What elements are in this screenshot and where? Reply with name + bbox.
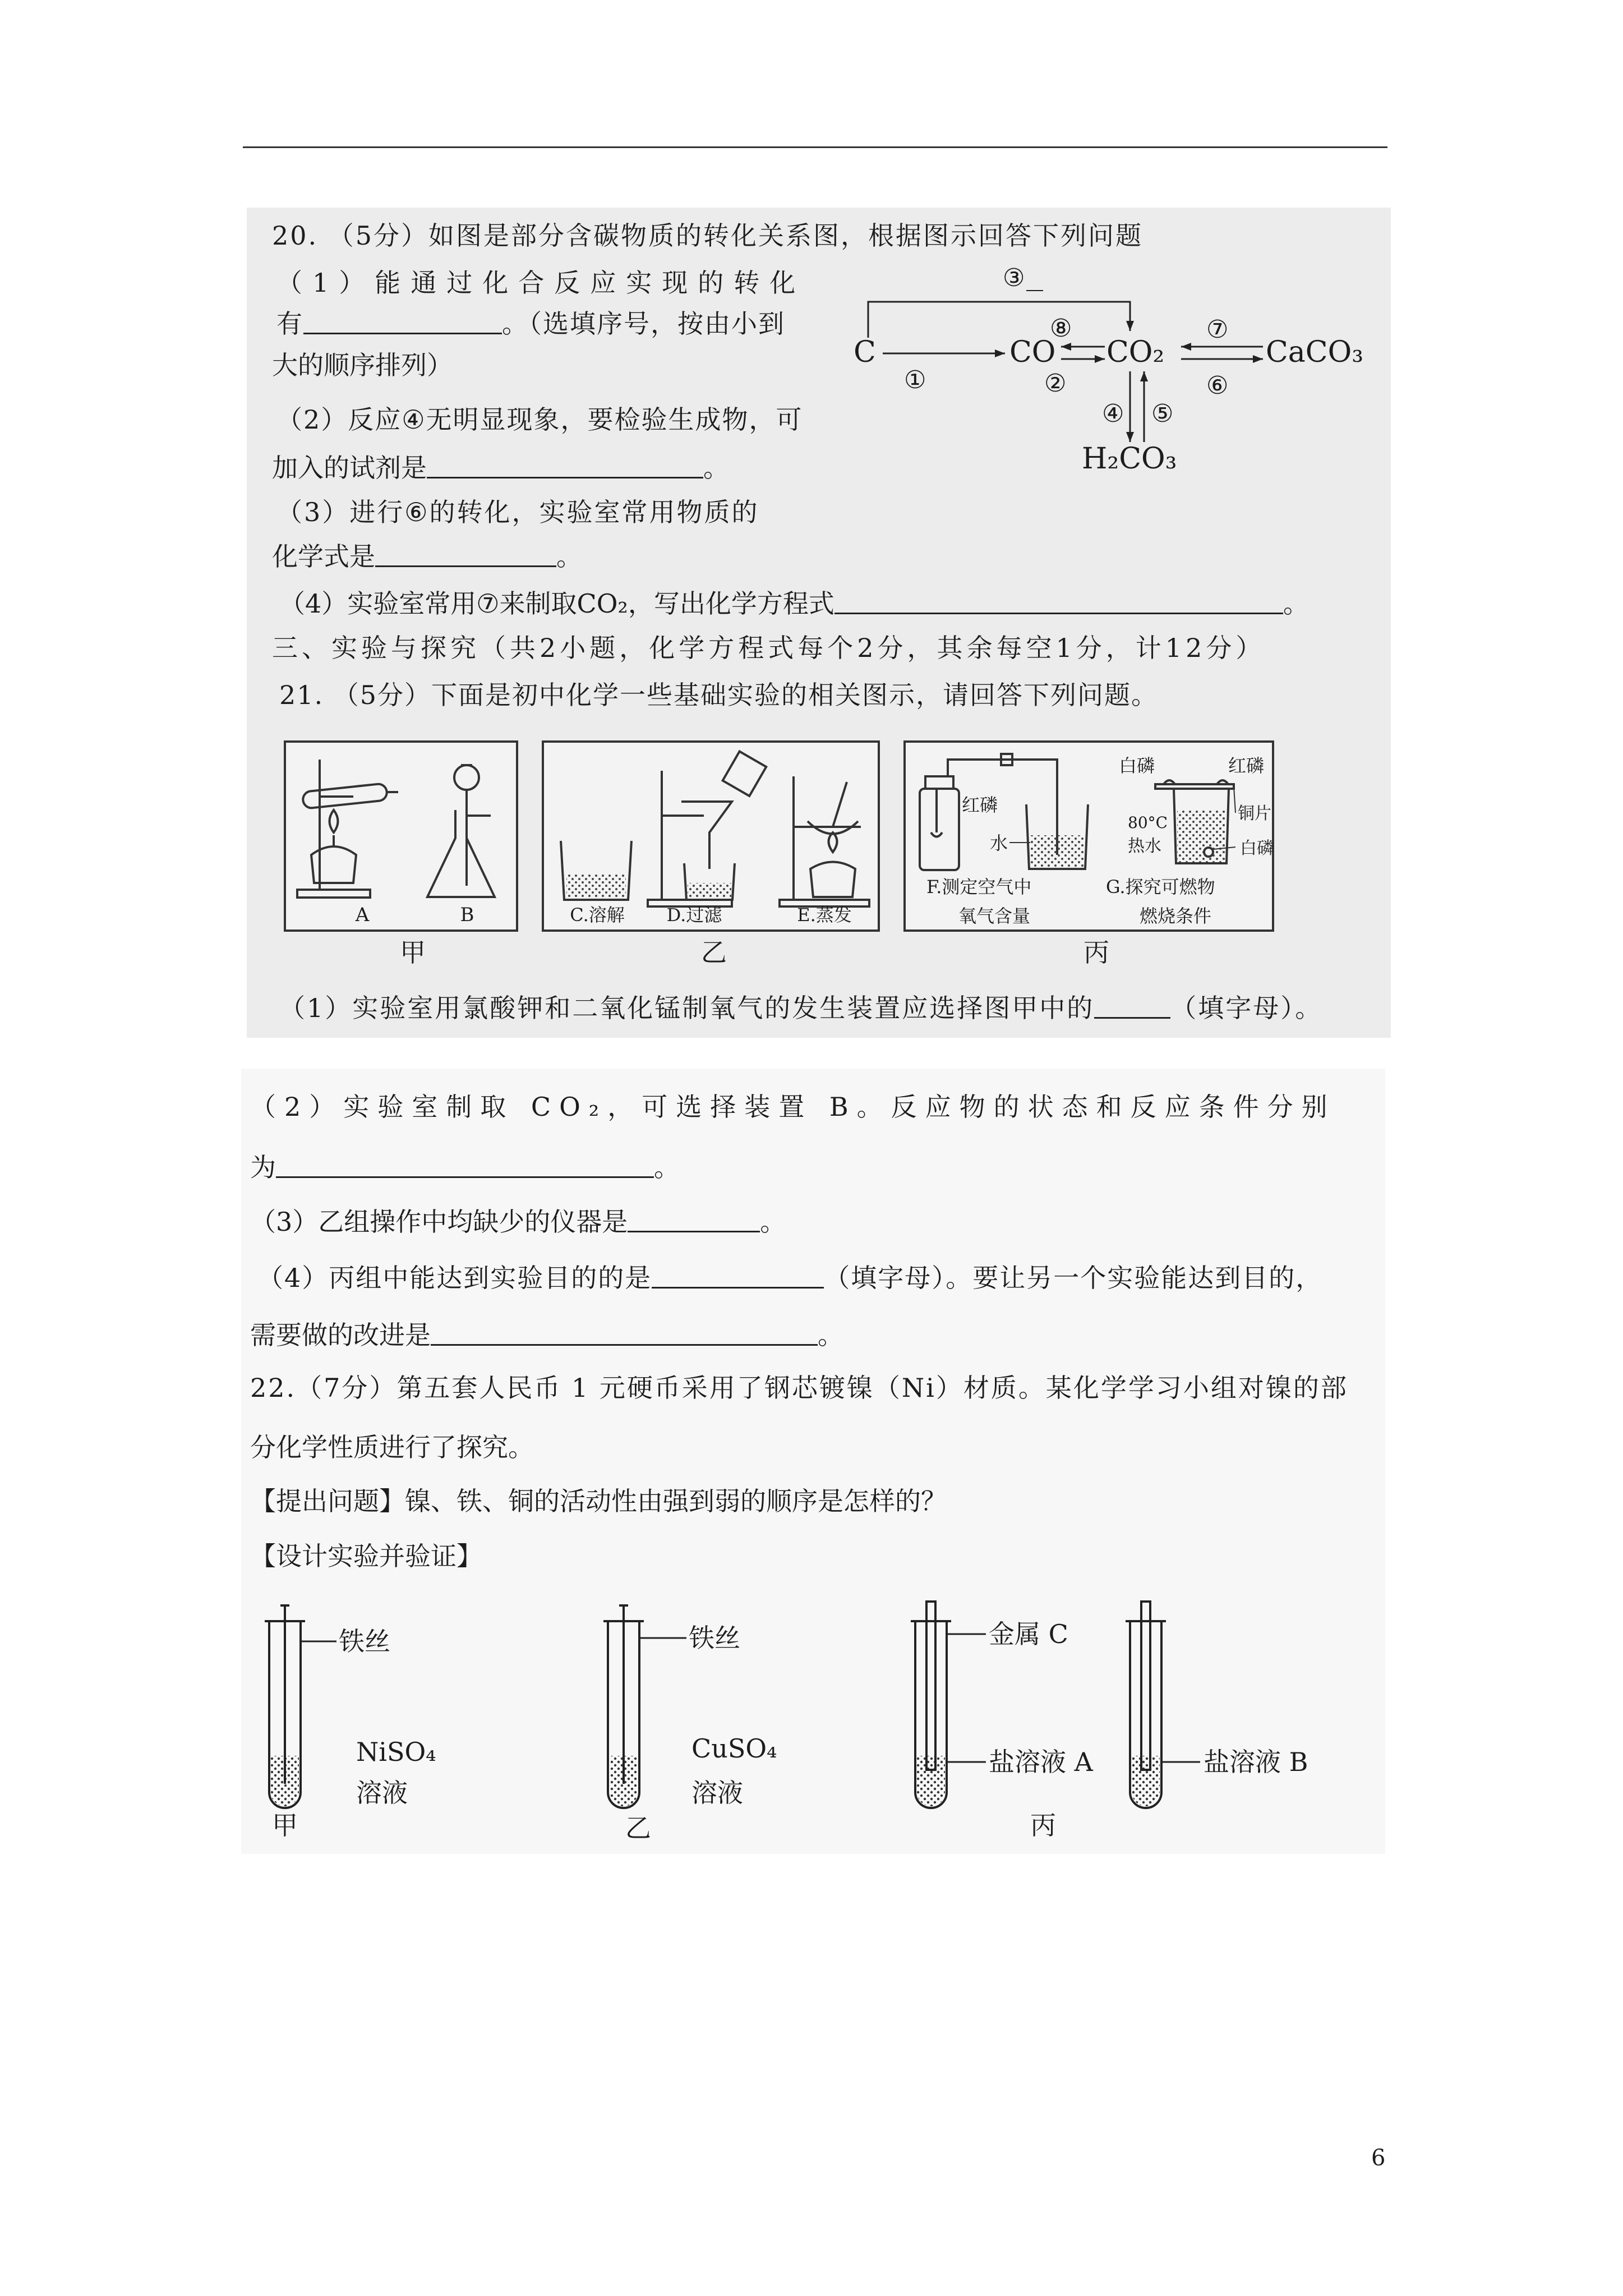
reaction-7-label: ⑦ [1206, 315, 1229, 344]
label-niso4: NiSO₄ [356, 1737, 436, 1767]
header-rule [243, 146, 1387, 148]
q20-part1-line1: （1）能通过化合反应实现的转化 [276, 268, 806, 298]
section-3-heading: 三、实验与探究（共2小题，化学方程式每个2分，其余每空1分，计12分） [272, 633, 1266, 663]
copper-sheet [1155, 784, 1234, 789]
q21-part2-line2 [250, 1152, 680, 1183]
label-tube-bing: 丙 [1030, 1810, 1056, 1841]
answer-blank [834, 588, 1283, 614]
q21-part4-line1 [257, 1262, 1322, 1294]
label-metal-c: 金属 C [989, 1619, 1068, 1649]
reaction-5-label: ⑤ [1151, 399, 1174, 428]
q22-line2: 分化学性质进行了探究。 [250, 1432, 534, 1462]
q22-line1: 22.（7分）第五套人民币 1 元硬币采用了钢芯镀镍（Ni）材质。某化学学习小组对镍的部 [250, 1373, 1348, 1403]
label-g-line2: 燃烧条件 [1140, 905, 1212, 927]
g-white-phosphorus-bottom-label: 白磷 [1240, 839, 1274, 858]
node-caco3: CaCO₃ [1266, 335, 1364, 369]
label-iron-wire-2: 铁丝 [689, 1623, 740, 1653]
q21-part3 [250, 1206, 786, 1237]
solution [566, 875, 626, 898]
q20-part3-line1: （3）进行⑥的转化，实验室常用物质的 [276, 497, 759, 527]
g-temp-label: 80°C [1128, 813, 1168, 832]
hot-water [1177, 810, 1225, 862]
q20-part4-pre: （4）实验室常用⑦来制取CO₂，写出化学方程式 [279, 588, 834, 619]
figure-group-jia [284, 740, 518, 932]
stopper [925, 776, 953, 789]
figure-group-bing [903, 740, 1274, 932]
q20-part1-pre: 有 [276, 309, 303, 339]
answer-blank [276, 1152, 654, 1178]
apparatus-b [427, 765, 495, 897]
q20-part4-post: 。 [1283, 588, 1309, 619]
pouring-beaker [723, 752, 767, 796]
q21-title: 21. （5分）下面是初中化学一些基础实验的相关图示，请回答下列问题。 [279, 680, 1159, 710]
answer-blank [628, 1206, 760, 1232]
q21-part1-post: （填字母）。 [1170, 993, 1323, 1023]
q22-design-heading: 【设计实验并验证】 [250, 1541, 482, 1571]
g-copper-label: 铜片 [1238, 804, 1271, 823]
node-co: CO [1009, 335, 1056, 369]
label-d: D.过滤 [666, 904, 722, 926]
f-red-phosphorus-label: 红磷 [962, 794, 998, 816]
test-tube-bing-2 [1126, 1602, 1200, 1808]
stand-base [297, 890, 370, 898]
salt-solution-a [917, 1756, 945, 1806]
q21-part2-pre: 为 [250, 1152, 276, 1182]
reaction-3-label: ③ [1003, 264, 1025, 292]
flame [330, 810, 338, 832]
answer-blank [375, 541, 556, 567]
carbon-conversion-diagram [841, 247, 1391, 482]
q21-part4-line2-pre: 需要做的改进是 [250, 1320, 431, 1350]
salt-solution-b [1132, 1756, 1160, 1806]
alcohol-lamp [810, 862, 855, 898]
q21-part3-pre: （3）乙组操作中均缺少的仪器是 [250, 1207, 628, 1237]
glass-rod [833, 782, 847, 827]
q20-part2-line2 [272, 452, 729, 484]
q20-part3-pre: 化学式是 [272, 541, 375, 572]
water [1031, 835, 1083, 868]
reaction-8-label: ⑧ [1050, 314, 1072, 343]
reaction-1-label: ① [904, 366, 926, 394]
test-tube-jia [265, 1605, 336, 1808]
q21-part4-mid: （填字母）。要让另一个实验能达到目的， [824, 1263, 1323, 1293]
apparatus-e-evaporate [780, 776, 869, 907]
group-label-bing: 丙 [1083, 937, 1109, 968]
leader-copper [1234, 786, 1235, 813]
funnel [681, 802, 732, 869]
q21-part2-post: 。 [654, 1152, 680, 1182]
label-c: C.溶解 [570, 904, 625, 926]
label-tube-jia: 甲 [272, 1810, 298, 1841]
apparatus-yi [544, 743, 882, 934]
q21-part4-line2 [250, 1319, 843, 1351]
page-number: 6 [1371, 2145, 1386, 2171]
q21-part4-line2-post: 。 [818, 1320, 843, 1350]
g-hot-water-label: 热水 [1128, 836, 1161, 856]
reaction-4-label: ④ [1102, 399, 1124, 428]
apparatus-bing [906, 743, 1276, 934]
q20-part3-post: 。 [556, 541, 582, 572]
spoon-cup [931, 832, 942, 837]
answer-blank [431, 1319, 818, 1346]
answer-blank [303, 308, 502, 334]
q20-part1-post: 。（选填序号，按由小到 [502, 309, 785, 339]
reaction-6-label: ⑥ [1206, 371, 1229, 400]
label-solution-2: 溶液 [691, 1778, 743, 1808]
q20-part2-line1: （2）反应④无明显现象，要检验生成物，可 [276, 404, 803, 435]
q20-part3-line2 [272, 541, 582, 572]
figure-group-yi [542, 740, 880, 932]
apparatus-a [297, 760, 398, 898]
label-solution-1: 溶液 [356, 1778, 408, 1808]
test-tube-yi [603, 1605, 686, 1808]
flame [829, 832, 837, 852]
conical-flask [427, 810, 495, 897]
node-c: C [854, 335, 876, 369]
label-iron-wire-1: 铁丝 [339, 1626, 390, 1657]
apparatus-d-filter [648, 752, 766, 907]
q20-part1-line2 [276, 308, 785, 339]
label-g-line1: G.探究可燃物 [1106, 876, 1215, 898]
q20-part2-post: 。 [703, 453, 729, 483]
node-h2co3: H₂CO₃ [1082, 442, 1177, 476]
filtrate [688, 883, 731, 898]
q21-part4-pre: （4）丙组中能达到实验目的的是 [257, 1263, 652, 1293]
g-red-phosphorus-label: 红磷 [1228, 755, 1265, 776]
group-label-jia: 甲 [400, 937, 426, 968]
f-water-label: 水 [990, 832, 1008, 854]
funnel-bulb [454, 765, 479, 790]
metal-strip [1141, 1602, 1150, 1770]
reaction-2-label: ② [1044, 369, 1067, 398]
q21-part1-pre: （1）实验室用氯酸钾和二氧化锰制氧气的发生装置应选择图甲中的 [279, 993, 1095, 1023]
group-label-yi: 乙 [701, 937, 727, 968]
label-tube-yi: 乙 [625, 1813, 651, 1843]
label-cuso4: CuSO₄ [691, 1733, 777, 1764]
answer-blank [427, 452, 703, 478]
label-salt-b: 盐溶液 B [1204, 1747, 1308, 1777]
label-f-line1: F.测定空气中 [926, 876, 1032, 898]
q20-part1-line3: 大的顺序排列） [272, 350, 453, 380]
apparatus-c-dissolve [561, 841, 631, 900]
q21-part2-line1: （2）实验室制取 CO₂，可选择装置 B。反应物的状态和反应条件分别 [250, 1092, 1336, 1122]
q20-title: 20. （5分）如图是部分含碳物质的转化关系图，根据图示回答下列问题 [272, 220, 1144, 251]
label-b: B [460, 904, 474, 926]
q21-part3-post: 。 [760, 1207, 786, 1237]
q20-part2-pre: 加入的试剂是 [272, 453, 427, 483]
g-white-phosphorus-top-label: 白磷 [1119, 755, 1155, 776]
alcohol-lamp [311, 846, 356, 883]
label-e: E.蒸发 [797, 904, 852, 926]
q20-part4 [279, 588, 1309, 619]
node-co2: CO₂ [1106, 335, 1165, 369]
arrow-c-to-co2 [868, 302, 1130, 338]
white-phosphorus-in-water [1204, 848, 1213, 857]
answer-blank [1094, 992, 1170, 1019]
label-a: A [355, 904, 370, 926]
metal-c-strip [926, 1602, 935, 1770]
q22-question: 【提出问题】镍、铁、铜的活动性由强到弱的顺序是怎样的？ [250, 1486, 947, 1516]
gas-bottle [920, 789, 959, 870]
label-salt-a: 盐溶液 A [989, 1747, 1093, 1777]
answer-blank [652, 1262, 824, 1289]
q21-part1 [279, 992, 1322, 1024]
label-f-line2: 氧气含量 [958, 905, 1031, 927]
apparatus-jia [286, 743, 520, 934]
test-tube-bing-1 [911, 1602, 986, 1808]
